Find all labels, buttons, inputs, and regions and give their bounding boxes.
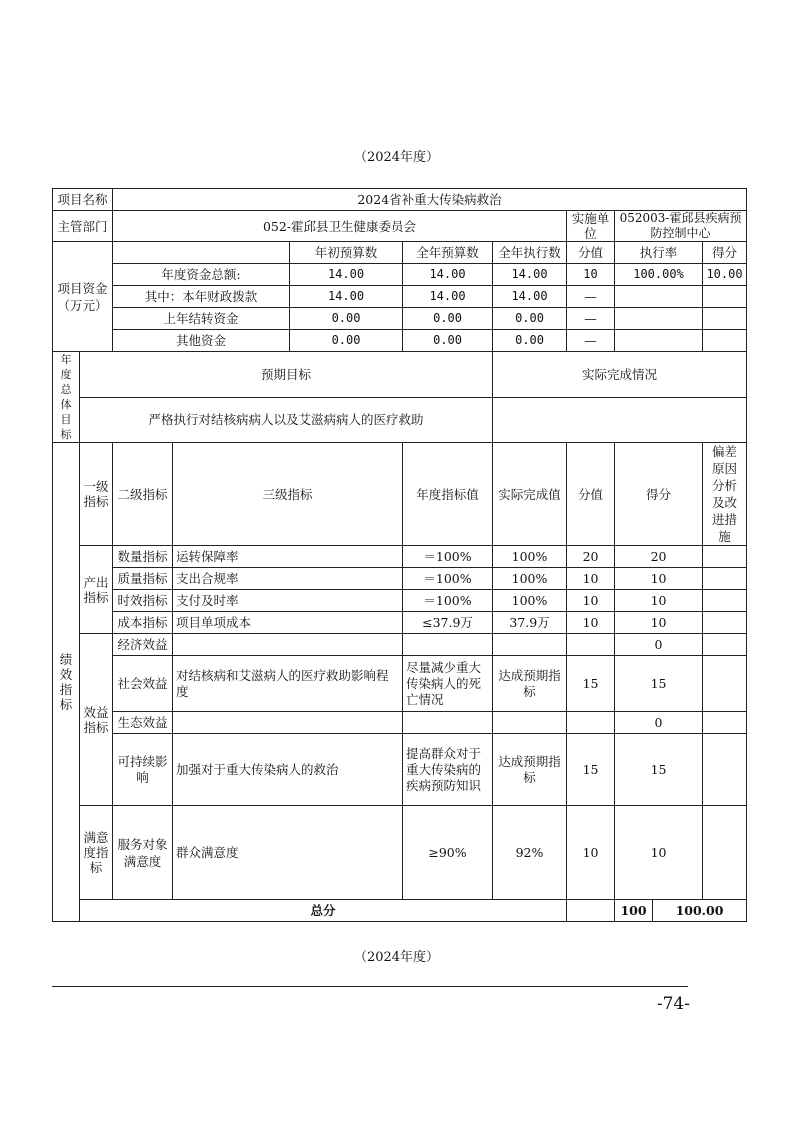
goals-actual-text [493, 397, 747, 443]
year-caption-top: （2024年度） [353, 150, 440, 165]
benefit-deviation [703, 712, 747, 734]
funds-row-score-value: 10 [567, 264, 615, 286]
funds-row-executed: 0.00 [493, 308, 567, 330]
dept-label: 主管部门 [53, 211, 113, 242]
funds-row-label: 其中：本年财政拨款 [113, 286, 290, 308]
output-actual: 100% [493, 590, 567, 612]
output-score-value: 10 [567, 590, 615, 612]
funds-row-annual: 14.00 [403, 286, 493, 308]
funds-header-rate: 执行率 [615, 242, 703, 264]
funds-header-annual: 全年预算数 [403, 242, 493, 264]
funds-row-initial: 14.00 [290, 286, 403, 308]
benefit-target: 尽量减少重大传染病人的死亡情况 [403, 656, 493, 712]
satisfaction-target: ≥90% [403, 806, 493, 900]
output-deviation [703, 590, 747, 612]
output-level3: 支付及时率 [173, 590, 403, 612]
output-deviation [703, 546, 747, 568]
benefit-deviation [703, 734, 747, 806]
funds-row-annual: 0.00 [403, 308, 493, 330]
total-label: 总分 [80, 900, 567, 922]
benefit-score-value: 15 [567, 734, 615, 806]
funds-header-initial: 年初预算数 [290, 242, 403, 264]
output-score-value: 10 [567, 612, 615, 634]
benefit-actual: 达成预期指标 [493, 656, 567, 712]
funds-row-label: 其他资金 [113, 330, 290, 352]
benefit-level2: 生态效益 [113, 712, 173, 734]
satisfaction-actual: 92% [493, 806, 567, 900]
benefit-level3 [173, 712, 403, 734]
satisfaction-level3: 群众满意度 [173, 806, 403, 900]
total-score-value: 100 [615, 900, 653, 922]
funds-row-executed: 14.00 [493, 264, 567, 286]
output-target: ＝100% [403, 568, 493, 590]
benefit-target [403, 634, 493, 656]
funds-row-score-value: — [567, 330, 615, 352]
output-score: 20 [615, 546, 703, 568]
impl-value: 052003-霍邱县疾病预防控制中心 [615, 211, 747, 242]
project-name-label: 项目名称 [53, 189, 113, 211]
satisfaction-indicators-label: 满意度指标 [80, 806, 113, 900]
benefit-actual [493, 634, 567, 656]
funds-row-initial: 0.00 [290, 308, 403, 330]
funds-row-initial: 14.00 [290, 264, 403, 286]
funds-row-score-value: — [567, 308, 615, 330]
output-score-value: 20 [567, 546, 615, 568]
benefit-indicators-label: 效益指标 [80, 634, 113, 806]
output-deviation [703, 568, 747, 590]
header-deviation: 偏差原因分析及改进措施 [703, 443, 747, 546]
output-actual: 100% [493, 568, 567, 590]
funds-row-rate [615, 308, 703, 330]
output-level3: 运转保障率 [173, 546, 403, 568]
output-level2: 数量指标 [113, 546, 173, 568]
funds-row-annual: 14.00 [403, 264, 493, 286]
funds-row-score [703, 330, 747, 352]
output-target: ≤37.9万 [403, 612, 493, 634]
funds-row-score: 10.00 [703, 264, 747, 286]
output-actual: 37.9万 [493, 612, 567, 634]
indicators-section-label: 绩效指标 [53, 443, 80, 922]
benefit-score: 15 [615, 734, 703, 806]
header-level2: 二级指标 [113, 443, 173, 546]
output-indicators-label: 产出指标 [80, 546, 113, 634]
benefit-deviation [703, 656, 747, 712]
funds-row-rate [615, 286, 703, 308]
dept-value: 052-霍邱县卫生健康委员会 [113, 211, 567, 242]
benefit-target: 提高群众对于重大传染病的疾病预防知识 [403, 734, 493, 806]
footer-rule [52, 986, 688, 987]
funds-row-executed: 14.00 [493, 286, 567, 308]
benefit-score: 0 [615, 634, 703, 656]
header-actual: 实际完成值 [493, 443, 567, 546]
goals-label: 年度总体目标 [53, 352, 80, 443]
output-score-value: 10 [567, 568, 615, 590]
benefit-level2: 经济效益 [113, 634, 173, 656]
benefit-level3: 加强对于重大传染病人的救治 [173, 734, 403, 806]
funds-row-initial: 0.00 [290, 330, 403, 352]
funds-header-blank [113, 242, 290, 264]
output-target: ＝100% [403, 546, 493, 568]
header-score-value: 分值 [567, 443, 615, 546]
funds-row-rate [615, 330, 703, 352]
output-level3: 支出合规率 [173, 568, 403, 590]
page-number: -74- [656, 994, 690, 1014]
benefit-score-value [567, 712, 615, 734]
header-target: 年度指标值 [403, 443, 493, 546]
benefit-actual: 达成预期指标 [493, 734, 567, 806]
funds-row-rate: 100.00% [615, 264, 703, 286]
output-score: 10 [615, 568, 703, 590]
output-level2: 时效指标 [113, 590, 173, 612]
header-level3: 三级指标 [173, 443, 403, 546]
funds-row-annual: 0.00 [403, 330, 493, 352]
output-level2: 质量指标 [113, 568, 173, 590]
satisfaction-score-value: 10 [567, 806, 615, 900]
benefit-score: 0 [615, 712, 703, 734]
project-name-value: 2024省补重大传染病救治 [113, 189, 747, 211]
benefit-level2: 可持续影响 [113, 734, 173, 806]
total-score: 100.00 [653, 900, 747, 922]
output-score: 10 [615, 612, 703, 634]
funds-row-score-value: — [567, 286, 615, 308]
output-score: 10 [615, 590, 703, 612]
funds-row-executed: 0.00 [493, 330, 567, 352]
benefit-target [403, 712, 493, 734]
output-deviation [703, 612, 747, 634]
total-blank [567, 900, 615, 922]
performance-table [52, 188, 747, 922]
output-level3: 项目单项成本 [173, 612, 403, 634]
funds-row-label: 年度资金总额: [113, 264, 290, 286]
benefit-actual [493, 712, 567, 734]
goals-actual-header: 实际完成情况 [493, 352, 747, 398]
funds-header-executed: 全年执行数 [493, 242, 567, 264]
output-target: ＝100% [403, 590, 493, 612]
benefit-level2: 社会效益 [113, 656, 173, 712]
benefit-score: 15 [615, 656, 703, 712]
benefit-score-value [567, 634, 615, 656]
satisfaction-score: 10 [615, 806, 703, 900]
impl-label: 实施单位 [567, 211, 615, 242]
benefit-deviation [703, 634, 747, 656]
satisfaction-deviation [703, 806, 747, 900]
output-actual: 100% [493, 546, 567, 568]
header-score: 得分 [615, 443, 703, 546]
funds-label: 项目资金（万元） [53, 242, 113, 352]
satisfaction-level2: 服务对象满意度 [113, 806, 173, 900]
funds-row-label: 上年结转资金 [113, 308, 290, 330]
funds-header-score-value: 分值 [567, 242, 615, 264]
funds-header-score: 得分 [703, 242, 747, 264]
goals-expected-header: 预期目标 [80, 352, 493, 398]
goals-expected-text: 严格执行对结核病病人以及艾滋病病人的医疗救助 [80, 397, 493, 443]
year-caption-bottom: （2024年度） [353, 950, 440, 965]
benefit-score-value: 15 [567, 656, 615, 712]
header-level1: 一级指标 [80, 443, 113, 546]
benefit-level3 [173, 634, 403, 656]
funds-row-score [703, 308, 747, 330]
benefit-level3: 对结核病和艾滋病人的医疗救助影响程度 [173, 656, 403, 712]
output-level2: 成本指标 [113, 612, 173, 634]
funds-row-score [703, 286, 747, 308]
